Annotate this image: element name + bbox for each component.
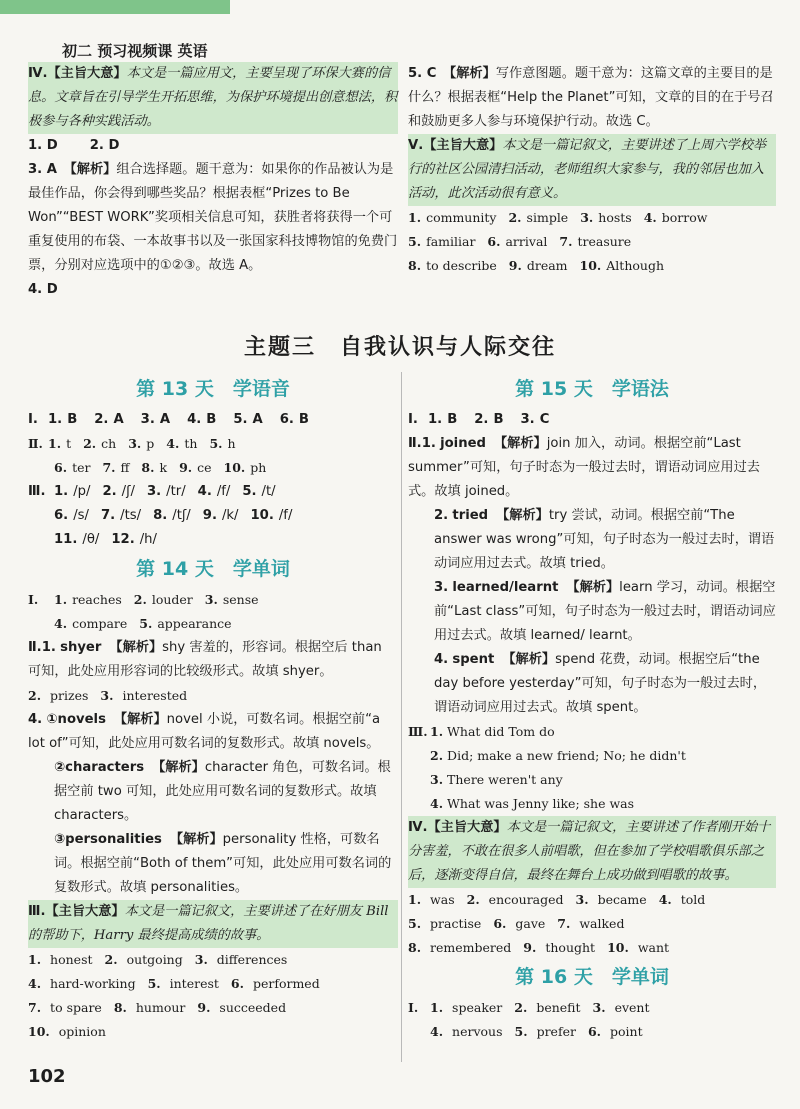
grammar-iii-2: 2. Did; make a new friend; No; he didn't xyxy=(430,748,686,763)
top-color-strip xyxy=(0,0,230,14)
bottom-left-column xyxy=(28,372,398,1044)
phonics-iii-a: Ⅲ. 1. /p/ 2. /ʃ/ 3. /tr/ 4. /f/ 5. /t/ xyxy=(28,484,276,499)
words-ii-2-3: 2. prizes 3. interested xyxy=(28,688,188,703)
words-i-b: 4. compare 5. appearance xyxy=(54,616,232,631)
grammar-ii-4: 4. spent 【解析】spend 花费，动词。根据空后“the day before yesterday”可知，句子时态为一般过去时，谓语动词应用过去式。故填 spent。 xyxy=(434,652,767,715)
phonics-i: Ⅰ. 1. B 2. A 3. A 4. B 5. A 6. B xyxy=(28,412,309,427)
page-number: 102 xyxy=(28,1066,66,1087)
words-i-a: Ⅰ. 1. reaches 2. louder 3. sense xyxy=(28,592,259,607)
day-15-heading: 第 15 天 学语法 xyxy=(515,378,669,400)
summary-iv-b: Ⅳ.【主旨大意】本文是一篇记叙文，主要讲述了作者刚开始十分害羞，不敢在很多人前唱歌，但在参加了学校唱歌俱乐部之后，逐渐变得自信，最终在舞台上成功做到唱歌的故事。 xyxy=(408,816,776,888)
grammar-iv-row-1: 1. was 2. encouraged 3. became 4. told xyxy=(408,892,706,907)
day-16-heading: 第 16 天 学单词 xyxy=(515,966,669,988)
grammar-iv-row-2: 5. practise 6. gave 7. walked xyxy=(408,916,625,931)
summary-v: Ⅴ.【主旨大意】本文是一篇记叙文，主要讲述了上周六学校举行的社区公园清扫活动，老师组织大家参与，我的邻居也加入活动，此次活动很有意义。 xyxy=(408,134,776,206)
grammar-ii-2: 2. tried 【解析】try 尝试，动词。根据空前“The answer was wrong”可知，句子时态为一般过去时，谓语动词应用过去式。故填 tried。 xyxy=(434,508,775,571)
answer-5: 5. C 【解析】写作意图题。题干意为：这篇文章的主要目的是什么？根据表框“Help the Planet”可知，文章的目的在于号召和鼓励更多人参与环境保护行动。故选 C。 xyxy=(408,66,774,129)
words-ii-4a: 4. ①novels 【解析】novel 小说，可数名词。根据空前“a lot of”可知，此处应用可数名词的复数形式。故填 novels。 xyxy=(28,712,381,751)
phonics-ii-b: 6. ter 7. ff 8. k 9. ce 10. ph xyxy=(54,460,267,475)
answer-rows-v: 1. community 2. simple 3. hosts 4. borrow 5. familiar 6. arrival 7. treasure 8. to describe 9. dream 10. Although xyxy=(408,210,708,273)
top-left-column: Ⅳ.【主旨大意】本文是一篇应用文，主要呈现了环保大赛的信息。文章旨在引导学生开拓思维，为保护环境提出创意想法，积极参与各种实践活动。 1. D 2. D 3. A 【解析】组合选择题。题干意为：如果你的作品被认为是最佳作品，你会得到哪些奖品？根据表框“Prizes to Be Won”“BEST WORK”奖项相关信息可知，获胜者将获得一个可重复使用的布袋、一本故事书以及一张国家科技博物馆的免费门票，分别对应选项中的①②③。故选 A。 4. D xyxy=(28,62,398,302)
summary-iii: Ⅲ.【主旨大意】本文是一篇记叙文，主要讲述了在好朋友 Bill 的帮助下，Harry 最终提高成绩的故事。 xyxy=(28,900,398,948)
grammar-ii-1: Ⅱ.1. joined 【解析】join 加入，动词。根据空前“Last summer”可知，句子时态为一般过去时，谓语动词应用过去式。故填 joined。 xyxy=(408,436,760,499)
words-iii-row-3: 7. to spare 8. humour 9. succeeded xyxy=(28,1000,287,1015)
day-13-heading: 第 13 天 学语音 xyxy=(136,378,290,400)
words-iii-row-4: 10. opinion xyxy=(28,1024,106,1039)
grammar-iii-1: Ⅲ. 1. What did Tom do xyxy=(408,724,555,739)
bottom-right-column xyxy=(408,372,776,1044)
summary-iv: Ⅳ.【主旨大意】本文是一篇应用文，主要呈现了环保大赛的信息。文章旨在引导学生开拓思维，为保护环境提出创意想法，积极参与各种实践活动。 xyxy=(28,62,398,134)
words-ii-1: Ⅱ.1. shyer 【解析】shy 害羞的，形容词。根据空后 than 可知，此处应用形容词的比较级形式。故填 shyer。 xyxy=(28,640,382,679)
grammar-iv-row-3: 8. remembered 9. thought 10. want xyxy=(408,940,670,955)
top-right-column xyxy=(408,62,776,278)
day16-words-b: 4. nervous 5. prefer 6. point xyxy=(430,1024,643,1039)
day-14-heading: 第 14 天 学单词 xyxy=(136,558,290,580)
words-ii-4c: ③personalities 【解析】personality 性格，可数名词。根据空前“Both of them”可知，此处应用可数名词的复数形式。故填 personalities。 xyxy=(54,832,392,895)
words-ii-4b: ②characters 【解析】character 角色，可数名词。根据空前 two 可知，此处应用可数名词的复数形式。故填 characters。 xyxy=(54,760,391,823)
theme-title: 主题三 自我认识与人际交往 xyxy=(243,335,556,360)
column-divider xyxy=(401,372,402,1062)
grammar-ii-3: 3. learned/learnt 【解析】learn 学习，动词。根据空前“Last class”可知，句子时态为一般过去时，谓语动词应用过去式。故填 learned/ learnt。 xyxy=(434,580,776,643)
words-iii-row-1: 1. honest 2. outgoing 3. differences xyxy=(28,952,288,967)
words-iii-row-2: 4. hard-working 5. interest 6. performed xyxy=(28,976,320,991)
page-header: 初二 预习视频课 英语 xyxy=(62,42,208,60)
grammar-iii-4: 4. What was Jenny like; she was xyxy=(430,796,635,811)
day16-words-a: Ⅰ. 1. speaker 2. benefit 3. event xyxy=(408,1000,650,1015)
phonics-ii-a: Ⅱ. 1. t 2. ch 3. p 4. th 5. h xyxy=(28,436,236,451)
answer-3: 3. A 【解析】组合选择题。题干意为：如果你的作品被认为是最佳作品，你会得到哪些奖品？根据表框“Prizes to Be Won”“BEST WORK”奖项相关信息可知，获胜者将获得一个可重复使用的布袋、一本故事书以及一张国家科技博物馆的免费门票，分别对应选项中的①②③。故选 A。 xyxy=(28,162,398,273)
grammar-i: Ⅰ. 1. B 2. B 3. C xyxy=(408,412,550,427)
phonics-iii-c: 11. /θ/ 12. /h/ xyxy=(54,532,157,547)
phonics-iii-b: 6. /s/ 7. /ts/ 8. /tʃ/ 9. /k/ 10. /f/ xyxy=(54,508,293,523)
grammar-iii-3: 3. There weren't any xyxy=(430,772,563,787)
